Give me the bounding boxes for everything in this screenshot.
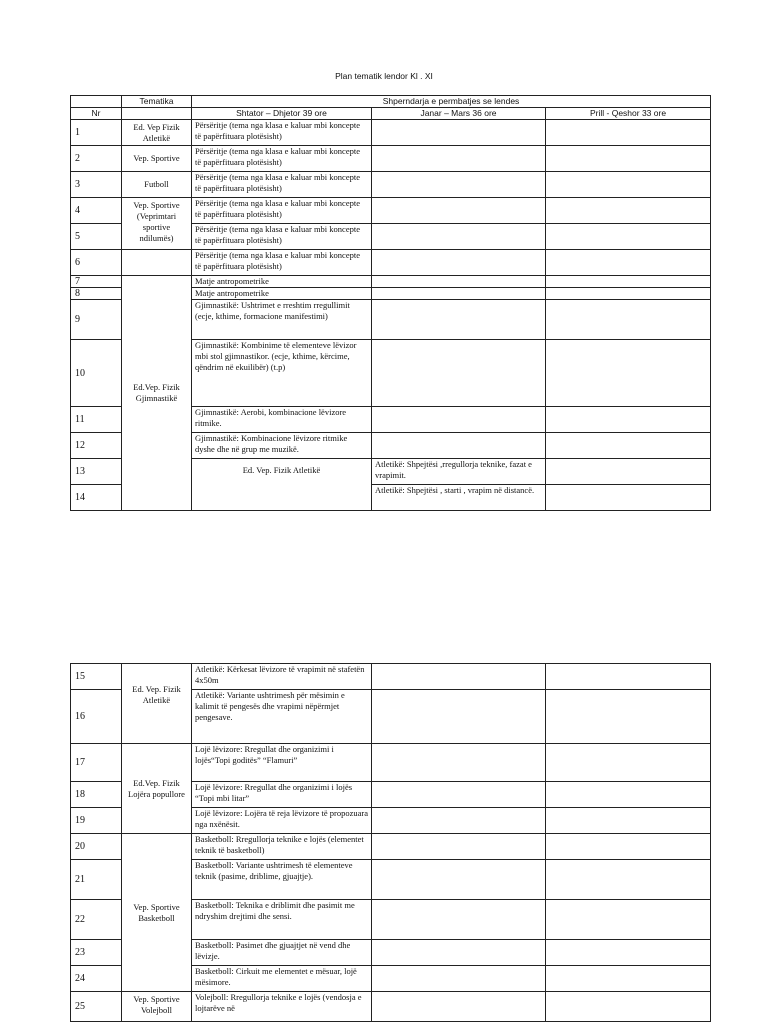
row-content: Përsëritje (tema nga klasa e kaluar mbi koncepte të papërfituara plotësisht) bbox=[192, 146, 372, 172]
row-number: 16 bbox=[71, 690, 122, 744]
table-row bbox=[71, 834, 711, 860]
empty-cell bbox=[546, 834, 711, 860]
row-content: Atletikë: Shpejtësi ,rregullorja teknike, fazat e vrapimit. bbox=[372, 459, 546, 485]
empty-cell bbox=[372, 288, 546, 300]
empty-cell bbox=[372, 940, 546, 966]
table-row bbox=[71, 120, 711, 146]
period-3-header: Prill - Qeshor 33 ore bbox=[546, 108, 711, 120]
empty-cell bbox=[546, 172, 711, 198]
row-number: 22 bbox=[71, 900, 122, 940]
empty-cell bbox=[546, 288, 711, 300]
empty-cell bbox=[546, 485, 711, 511]
period-1-header: Shtator – Dhjetor 39 ore bbox=[192, 108, 372, 120]
row-content: Basketboll: Rregullorja teknike e lojës (elementet teknik të basketboll) bbox=[192, 834, 372, 860]
theme-cell: Ed.Vep. Fizik Lojëra popullore bbox=[122, 744, 192, 834]
empty-cell bbox=[546, 966, 711, 992]
empty-cell bbox=[372, 900, 546, 940]
empty-cell bbox=[546, 808, 711, 834]
row-number: 15 bbox=[71, 664, 122, 690]
empty-cell bbox=[546, 276, 711, 288]
table-row bbox=[71, 146, 711, 172]
row-number: 6 bbox=[71, 250, 122, 276]
row-number: 17 bbox=[71, 744, 122, 782]
row-content: Gjimnastikë: Ushtrimet e rreshtim rregullimit (ecje, kthime, formacione manifestimi) bbox=[192, 300, 372, 340]
row-content: Atletikë: Shpejtësi , starti , vrapim në distancë. bbox=[372, 485, 546, 511]
theme-cell: Ed. Vep. Fizik Atletikë bbox=[192, 459, 372, 511]
page-title: Plan tematik lendor Kl . XI bbox=[335, 71, 433, 81]
empty-cell bbox=[372, 808, 546, 834]
empty-cell bbox=[546, 198, 711, 224]
empty-cell bbox=[546, 690, 711, 744]
theme-cell: Ed. Vep Fizik Atletikë bbox=[122, 120, 192, 146]
theme-cell: Vep. Sportive bbox=[122, 146, 192, 172]
empty-cell bbox=[546, 664, 711, 690]
row-number: 8 bbox=[71, 288, 122, 300]
row-number: 20 bbox=[71, 834, 122, 860]
empty-cell bbox=[372, 834, 546, 860]
row-content: Matje antropometrike bbox=[192, 276, 372, 288]
table-row bbox=[71, 276, 711, 288]
row-content: Gjimnastikë: Aerobi, kombinacione lëvizore ritmike. bbox=[192, 407, 372, 433]
row-number: 12 bbox=[71, 433, 122, 459]
row-number: 2 bbox=[71, 146, 122, 172]
theme-cell: Vep. Sportive (Veprimtari sportive ndilumës) bbox=[122, 198, 192, 250]
row-content: Basketboll: Pasimet dhe gjuajtjet në vend dhe lëvizje. bbox=[192, 940, 372, 966]
empty-cell bbox=[546, 433, 711, 459]
plan-table-page-1 bbox=[70, 95, 711, 511]
nr-header: Nr bbox=[71, 108, 122, 120]
empty-cell bbox=[372, 433, 546, 459]
empty-cell bbox=[546, 744, 711, 782]
row-number: 10 bbox=[71, 340, 122, 407]
empty-cell bbox=[372, 300, 546, 340]
row-content: Basketboll: Teknika e driblimit dhe pasimit me ndryshim drejtimi dhe sensi. bbox=[192, 900, 372, 940]
row-number: 1 bbox=[71, 120, 122, 146]
row-content: Atletikë: Variante ushtrimesh për mësimin e kalimit të pengesës dhe vrapimi nëpërmjet pengesave. bbox=[192, 690, 372, 744]
row-content: Atletikë: Kërkesat lëvizore të vrapimit në stafetën 4x50m bbox=[192, 664, 372, 690]
row-number: 13 bbox=[71, 459, 122, 485]
empty-cell bbox=[546, 940, 711, 966]
theme-cell: Ed. Vep. Fizik Atletikë bbox=[122, 664, 192, 744]
empty-cell bbox=[372, 250, 546, 276]
empty-cell bbox=[546, 120, 711, 146]
row-content: Matje antropometrike bbox=[192, 288, 372, 300]
row-number: 19 bbox=[71, 808, 122, 834]
row-number: 23 bbox=[71, 940, 122, 966]
row-content: Basketboll: Variante ushtrimesh të elementeve teknik (pasime, driblime, gjuajtje). bbox=[192, 860, 372, 900]
plan-table-page-2 bbox=[70, 663, 711, 1022]
empty-cell bbox=[372, 992, 546, 1022]
empty-cell bbox=[372, 744, 546, 782]
table-row bbox=[71, 744, 711, 782]
table-row bbox=[71, 198, 711, 224]
empty-cell bbox=[372, 782, 546, 808]
row-content: Gjimnastikë: Kombinime të elementeve lëvizor mbi stol gjimnastikor. (ecje, kthime, kërcime, qëndrim në ekuilibër) (t.p) bbox=[192, 340, 372, 407]
empty-cell bbox=[546, 860, 711, 900]
empty-cell bbox=[372, 966, 546, 992]
empty-cell bbox=[372, 146, 546, 172]
table-row bbox=[71, 250, 711, 276]
empty-cell bbox=[546, 224, 711, 250]
theme-cell: Vep. Sportive Basketboll bbox=[122, 834, 192, 992]
row-number: 4 bbox=[71, 198, 122, 224]
row-content: Volejboll: Rregullorja teknike e lojës (vendosja e lojtarëve në bbox=[192, 992, 372, 1022]
row-content: Përsëritje (tema nga klasa e kaluar mbi koncepte të papërfituara plotësisht) bbox=[192, 224, 372, 250]
empty-cell bbox=[546, 459, 711, 485]
row-number: 14 bbox=[71, 485, 122, 511]
empty-cell bbox=[372, 224, 546, 250]
empty-cell bbox=[546, 782, 711, 808]
row-number: 24 bbox=[71, 966, 122, 992]
table-row bbox=[71, 172, 711, 198]
row-content: Lojë lëvizore: Lojëra të reja lëvizore të propozuara nga nxënësit. bbox=[192, 808, 372, 834]
row-content: Lojë lëvizore: Rregullat dhe organizimi i lojës“Topi goditës” “Flamuri” bbox=[192, 744, 372, 782]
tematika-header-spacer bbox=[122, 108, 192, 120]
table-row bbox=[71, 992, 711, 1022]
shperndarja-header: Shperndarja e permbatjes se lendes bbox=[192, 96, 711, 108]
empty-cell bbox=[546, 900, 711, 940]
period-2-header: Janar – Mars 36 ore bbox=[372, 108, 546, 120]
nr-header-spacer bbox=[71, 96, 122, 108]
empty-cell bbox=[546, 407, 711, 433]
theme-cell: Vep. Sportive Volejboll bbox=[122, 992, 192, 1022]
empty-cell bbox=[372, 340, 546, 407]
row-content: Basketboll: Cirkuit me elementet e mësuar, lojë mësimore. bbox=[192, 966, 372, 992]
empty-cell bbox=[372, 198, 546, 224]
empty-cell bbox=[372, 690, 546, 744]
row-number: 21 bbox=[71, 860, 122, 900]
theme-cell: Ed.Vep. Fizik Gjimnastikë bbox=[122, 276, 192, 511]
empty-cell bbox=[372, 276, 546, 288]
row-number: 25 bbox=[71, 992, 122, 1022]
row-content: Përsëritje (tema nga klasa e kaluar mbi koncepte të papërfituara plotësisht) bbox=[192, 120, 372, 146]
empty-cell bbox=[372, 664, 546, 690]
empty-cell bbox=[546, 992, 711, 1022]
row-number: 5 bbox=[71, 224, 122, 250]
row-number: 9 bbox=[71, 300, 122, 340]
empty-cell bbox=[372, 120, 546, 146]
row-content: Përsëritje (tema nga klasa e kaluar mbi koncepte të papërfituara plotësisht) bbox=[192, 250, 372, 276]
row-content: Gjimnastikë: Kombinacione lëvizore ritmike dyshe dhe në grup me muzikë. bbox=[192, 433, 372, 459]
row-number: 7 bbox=[71, 276, 122, 288]
empty-cell bbox=[372, 407, 546, 433]
empty-cell bbox=[372, 860, 546, 900]
row-content: Përsëritje (tema nga klasa e kaluar mbi koncepte të papërfituara plotësisht) bbox=[192, 198, 372, 224]
empty-cell bbox=[546, 300, 711, 340]
row-number: 18 bbox=[71, 782, 122, 808]
row-content: Lojë lëvizore: Rregullat dhe organizimi i lojës “Topi mbi litar” bbox=[192, 782, 372, 808]
row-number: 11 bbox=[71, 407, 122, 433]
tematika-header: Tematika bbox=[122, 96, 192, 108]
row-content: Përsëritje (tema nga klasa e kaluar mbi koncepte të papërfituara plotësisht) bbox=[192, 172, 372, 198]
table-row bbox=[71, 664, 711, 690]
empty-cell bbox=[372, 172, 546, 198]
empty-cell bbox=[546, 250, 711, 276]
empty-cell bbox=[546, 340, 711, 407]
row-number: 3 bbox=[71, 172, 122, 198]
empty-cell bbox=[546, 146, 711, 172]
theme-cell: Futboll bbox=[122, 172, 192, 198]
theme-cell-empty bbox=[122, 250, 192, 276]
